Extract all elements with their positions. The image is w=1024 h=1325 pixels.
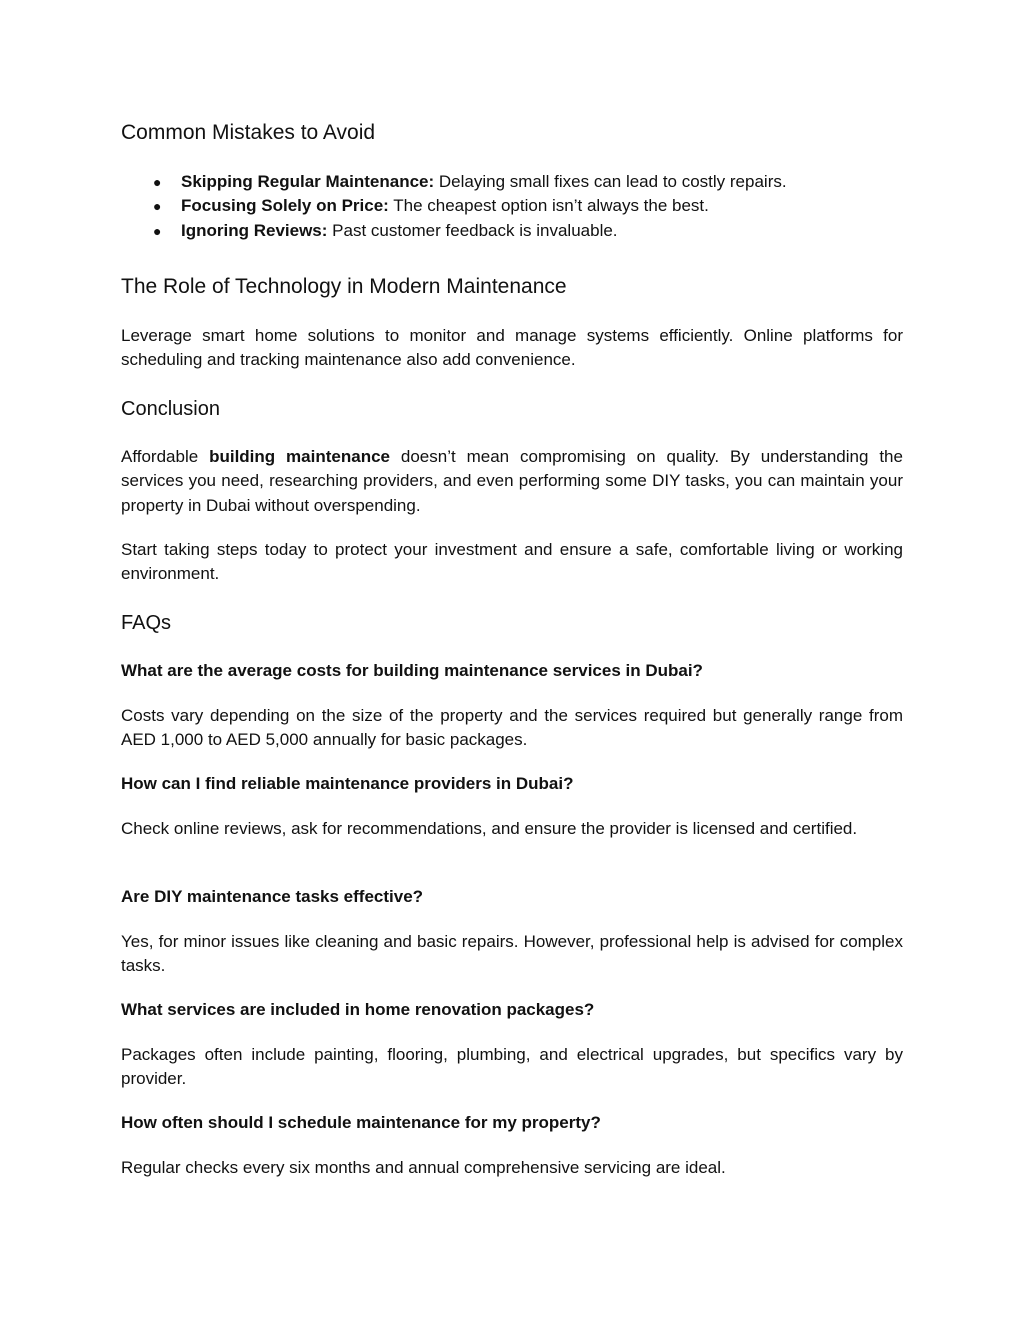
conclusion-text-start: Affordable	[121, 447, 210, 466]
heading-common-mistakes: Common Mistakes to Avoid	[121, 121, 376, 144]
faq-answer: Check online reviews, ask for recommendations, and ensure the provider is licensed and certified.	[121, 819, 858, 838]
mistakes-list	[121, 170, 903, 243]
list-item-text: Past customer feedback is invaluable.	[327, 220, 618, 240]
heading-conclusion: Conclusion	[121, 398, 220, 420]
conclusion-paragraph-2: Start taking steps today to protect your investment and ensure a safe, comfortable living or working environment.	[121, 540, 903, 584]
faq-question: What services are included in home renovation packages?	[121, 1000, 595, 1019]
faq-question: How often should I schedule maintenance for my property?	[121, 1113, 601, 1132]
conclusion-keyword: building maintenance	[209, 447, 390, 466]
conclusion-paragraph-1	[121, 445, 903, 518]
faq-answer: Yes, for minor issues like cleaning and basic repairs. However, professional help is advised for complex tasks.	[121, 932, 903, 976]
list-item	[121, 219, 903, 243]
list-item	[121, 170, 903, 194]
faq-answer: Packages often include painting, flooring, plumbing, and electrical upgrades, but specifics vary by provider.	[121, 1045, 903, 1089]
bullet-icon: ●	[153, 222, 162, 239]
conclusion-text-end: doesn’t mean compromising on quality. By understanding the services you need, researching providers, and even performing some DIY tasks, you can maintain your property in Dubai without overspending.	[121, 447, 903, 515]
faq-answer: Costs vary depending on the size of the property and the services required but generally range from AED 1,000 to AED 5,000 annually for basic packages.	[121, 706, 903, 750]
heading-faqs: FAQs	[121, 612, 172, 634]
technology-paragraph: Leverage smart home solutions to monitor and manage systems efficiently. Online platforms for scheduling and tracking maintenance also add convenience.	[121, 326, 903, 370]
list-item-term: Skipping Regular Maintenance:	[181, 172, 435, 191]
bullet-icon: ●	[153, 174, 162, 190]
list-item	[121, 194, 903, 218]
list-item-term: Ignoring Reviews:	[181, 220, 328, 240]
faq-answer: Regular checks every six months and annual comprehensive servicing are ideal.	[121, 1158, 726, 1177]
list-item-term: Focusing Solely on Price:	[181, 196, 389, 216]
faq-question: What are the average costs for building maintenance services in Dubai?	[121, 661, 703, 680]
list-item-text: The cheapest option isn’t always the best.	[388, 196, 709, 216]
faq-question: Are DIY maintenance tasks effective?	[121, 887, 424, 906]
heading-technology: The Role of Technology in Modern Maintenance	[121, 275, 567, 298]
list-item-text: Delaying small fixes can lead to costly repairs.	[434, 172, 787, 191]
bullet-icon: ●	[153, 198, 162, 215]
faq-question: How can I find reliable maintenance providers in Dubai?	[121, 774, 574, 793]
